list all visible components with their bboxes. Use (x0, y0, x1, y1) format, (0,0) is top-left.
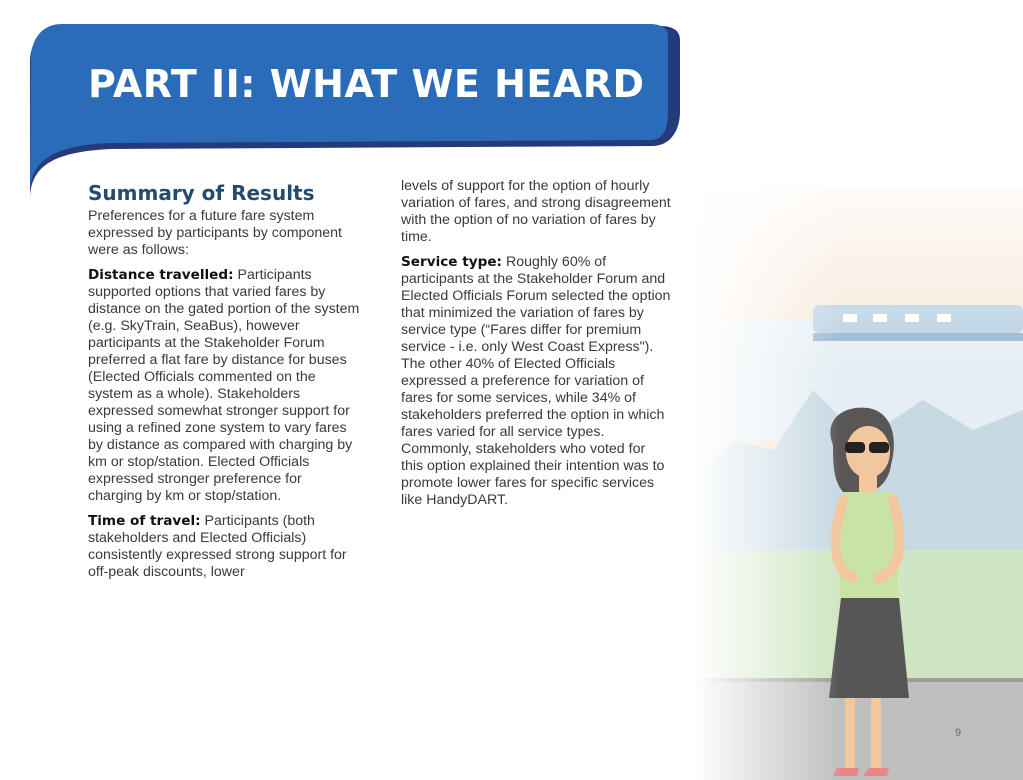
distance-paragraph (88, 267, 360, 505)
service-paragraph (401, 254, 671, 509)
time-continued-paragraph: levels of support for the option of hourly variation of fares, and strong disagreement with the option of no variation of fares by time. (401, 178, 671, 245)
text-column-right (401, 178, 671, 517)
time-label: Time of travel: (88, 513, 201, 529)
section-heading: Summary of Results (88, 181, 315, 205)
time-text: Participants (both stakeholders and Elected Officials) consistently expressed strong support for off-peak discounts, lower (88, 513, 347, 580)
service-label: Service type: (401, 254, 502, 270)
distance-text: Participants supported options that varied fares by distance on the gated portion of the system (e.g. SkyTrain, SeaBus), however participants at the Stakeholder Forum preferred a flat fare by distance for buses (Elected Officials commented on the system as a whole). Stakeholders expressed somewhat stronger support for using a refined zone system to vary fares by distance as compared with charging by km or stop/station. Elected Officials expressed stronger preference for charging by km or stop/station. (88, 267, 360, 504)
page-number: 9 (955, 727, 962, 739)
intro-paragraph: Preferences for a future fare system expressed by participants by component were as follows: (88, 208, 342, 258)
commuter-illustration (693, 150, 1023, 780)
distance-label: Distance travelled: (88, 267, 234, 283)
text-column-left (88, 180, 360, 589)
time-paragraph (88, 513, 360, 581)
service-text: Roughly 60% of participants at the Stakeholder Forum and Elected Officials Forum selected the option that minimized the variation of fares by service type (“Fares differ for premium service - i.e. only West Coast Express"). The other 40% of Elected Officials expressed a preference for variation of fares for some services, while 34% of stakeholders preferred the option in which fares varied for all service types. Commonly, stakeholders who voted for this option explained their intention was to promote lower fares for specific services like HandyDART. (401, 254, 671, 508)
page-title: PART II: WHAT WE HEARD (88, 62, 645, 106)
